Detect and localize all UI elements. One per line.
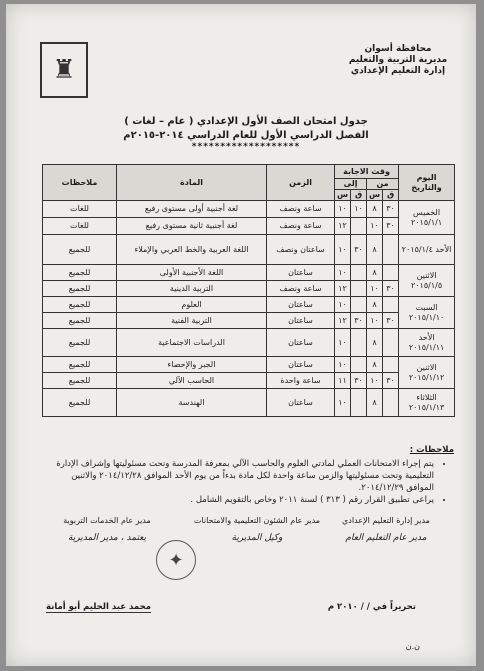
title-divider: ******************* <box>191 142 301 152</box>
cell-note: للجميع <box>43 357 117 373</box>
cell-from-hours: ١٠ <box>367 218 383 235</box>
footer-name: محمد عبد الحليم أبو أمانة <box>46 602 152 612</box>
cell-to-minutes: ١٠ <box>351 201 367 218</box>
cell-to-minutes <box>351 218 367 235</box>
document-subtitle: الفصل الدراسي الأول للعام الدراسي ٢٠١٤-٢٠١٥م <box>123 130 369 141</box>
cell-note: للجميع <box>43 389 117 417</box>
cell-duration: ساعتان <box>267 265 335 281</box>
cell-to-hours: ١٢ <box>335 313 351 329</box>
cell-note: للغات <box>43 218 117 235</box>
header-notes: ملاحظات <box>43 165 117 201</box>
cell-to-hours: ١٢ <box>335 218 351 235</box>
cell-note: للجميع <box>43 313 117 329</box>
cell-to-minutes <box>351 357 367 373</box>
cell-day: الخميس ٢٠١٥/١/١ <box>399 201 455 235</box>
signature-middle <box>192 516 322 543</box>
page-mark: ن.ن <box>405 642 420 651</box>
header-subject: المادة <box>117 165 267 201</box>
signature-title: مدير عام الخدمات التربوية <box>63 516 151 525</box>
cell-duration: ساعتان <box>267 357 335 373</box>
header-to-minutes: ق <box>351 190 367 201</box>
cell-day: الأحد ٢٠١٥/١/١١ <box>399 329 455 357</box>
cell-from-hours: ٨ <box>367 235 383 265</box>
cell-to-hours: ١٠ <box>335 265 351 281</box>
header-from-minutes: ق <box>383 190 399 201</box>
cell-from-minutes <box>383 235 399 265</box>
cell-to-minutes <box>351 329 367 357</box>
cell-note: للجميع <box>43 281 117 297</box>
cell-day: الثلاثاء ٢٠١٥/١/١٣ <box>399 389 455 417</box>
signature-left <box>42 516 172 543</box>
cell-duration: ساعتان ونصف <box>267 235 335 265</box>
cell-from-hours: ١٠ <box>367 281 383 297</box>
signature-name: يعتمد ، مدير المديرية <box>68 533 146 543</box>
cell-duration: ساعة واحدة <box>267 373 335 389</box>
cell-day: الاثنين ٢٠١٥/١/٥ <box>399 265 455 297</box>
signature-name: مدير عام التعليم العام <box>345 533 427 543</box>
cell-from-minutes <box>383 265 399 281</box>
cell-subject: الهندسة <box>117 389 267 417</box>
table-row <box>43 329 455 357</box>
cell-from-minutes <box>383 389 399 417</box>
cell-subject: التربية الدينية <box>117 281 267 297</box>
table-row <box>43 297 455 313</box>
ministry-logo-icon: ♜ <box>40 42 88 98</box>
cell-to-minutes <box>351 297 367 313</box>
notes-section <box>42 444 454 506</box>
cell-to-hours: ١٠ <box>335 329 351 357</box>
cell-from-minutes: ٣٠ <box>383 281 399 297</box>
table-row <box>43 373 455 389</box>
cell-from-minutes: ٣٠ <box>383 313 399 329</box>
document-page <box>6 4 476 666</box>
cell-note: للجميع <box>43 373 117 389</box>
cell-from-hours: ٨ <box>367 329 383 357</box>
cell-from-minutes: ٣٠ <box>383 373 399 389</box>
header-to-hours: س <box>335 190 351 201</box>
cell-from-hours: ٨ <box>367 297 383 313</box>
signature-right <box>326 516 446 543</box>
cell-duration: ساعة ونصف <box>267 201 335 218</box>
cell-to-hours: ١٠ <box>335 235 351 265</box>
cell-from-hours: ١٠ <box>367 373 383 389</box>
header-from: من <box>367 179 399 190</box>
cell-to-hours: ١٠ <box>335 389 351 417</box>
notes-title: ملاحظات : <box>409 445 454 455</box>
cell-duration: ساعتان <box>267 389 335 417</box>
cell-subject: الدراسات الاجتماعية <box>117 329 267 357</box>
header-duration: الزمن <box>267 165 335 201</box>
cell-day: الأحد ٢٠١٥/١/٤ <box>399 235 455 265</box>
cell-from-hours: ٨ <box>367 357 383 373</box>
cell-note: للجميع <box>43 297 117 313</box>
header-line: محافظة أسوان <box>364 44 432 54</box>
signature-title: مدير إدارة التعليم الإعدادي <box>342 516 430 525</box>
cell-duration: ساعة ونصف <box>267 281 335 297</box>
signature-name: وكيل المديرية <box>231 533 283 543</box>
cell-subject: التربية الفنية <box>117 313 267 329</box>
footer-date: تحريراً في / / ٢٠١٠ م <box>327 602 416 612</box>
cell-note: للغات <box>43 201 117 218</box>
cell-note: للجميع <box>43 265 117 281</box>
signature-title: مدير عام الشئون التعليمية والامتحانات <box>193 516 321 525</box>
eagle-stamp-icon: ✦ <box>156 540 196 580</box>
document-title: جدول امتحان الصف الأول الإعدادي ( عام – لغات ) <box>124 116 368 127</box>
cell-to-minutes: ٣٠ <box>351 373 367 389</box>
cell-note: للجميع <box>43 329 117 357</box>
cell-subject: العلوم <box>117 297 267 313</box>
cell-to-hours: ١٠ <box>335 357 351 373</box>
cell-subject: لغة أجنبية أولى مستوى رفيع <box>117 201 267 218</box>
ministry-header <box>338 44 458 77</box>
cell-from-minutes <box>383 297 399 313</box>
cell-day: السبت ٢٠١٥/١/١٠ <box>399 297 455 329</box>
cell-to-minutes: ٣٠ <box>351 313 367 329</box>
cell-duration: ساعة ونصف <box>267 218 335 235</box>
cell-duration: ساعتان <box>267 297 335 313</box>
cell-to-hours: ١٠ <box>335 297 351 313</box>
header-line: إدارة التعليم الإعدادي <box>350 66 446 76</box>
table-row <box>43 265 455 281</box>
table-row <box>43 201 455 218</box>
cell-from-hours: ٨ <box>367 265 383 281</box>
cell-duration: ساعتان <box>267 329 335 357</box>
cell-from-minutes: ٣٠ <box>383 218 399 235</box>
header-to: إلى <box>335 179 367 190</box>
table-row <box>43 357 455 373</box>
cell-to-minutes <box>351 281 367 297</box>
cell-from-minutes <box>383 329 399 357</box>
cell-subject: اللغة العربية والخط العربي والإملاء <box>117 235 267 265</box>
cell-to-hours: ١٢ <box>335 281 351 297</box>
cell-to-minutes <box>351 265 367 281</box>
cell-from-hours: ٨ <box>367 389 383 417</box>
cell-from-hours: ١٠ <box>367 313 383 329</box>
cell-day: الاثنين ٢٠١٥/١/١٢ <box>399 357 455 389</box>
note-item: • يتم إجراء الامتحانات العملي لمادتي العلوم والحاسب الآلي بمعرفة المدرسة وتحت مسئوليتها وإشراف الإدارة التعليمية وتحت مسئوليتها والزمن ساعة واحدة لكل مادة بدءاً من يوم الأحد الموافق ٢٠١٤/١٢/٢٨ والاثنين الموافق ٢٠١٤/١٢/٢٩. <box>42 458 434 494</box>
table-row <box>43 389 455 417</box>
cell-to-hours: ١٠ <box>335 201 351 218</box>
header-time: وقت الاجابة <box>335 165 399 179</box>
cell-from-minutes: ٣٠ <box>383 201 399 218</box>
table-row <box>43 281 455 297</box>
exam-schedule-table <box>42 164 455 417</box>
cell-subject: لغة أجنبية ثانية مستوى رفيع <box>117 218 267 235</box>
cell-to-minutes <box>351 389 367 417</box>
table-row <box>43 313 455 329</box>
cell-duration: ساعتان <box>267 313 335 329</box>
header-from-hours: س <box>367 190 383 201</box>
table-row <box>43 218 455 235</box>
cell-from-minutes <box>383 357 399 373</box>
note-item: • يراعى تطبيق القرار رقم ( ٣١٣ ) لسنة ٢٠١١ وخاص بالتقويم الشامل . <box>42 494 434 506</box>
cell-to-hours: ١١ <box>335 373 351 389</box>
cell-subject: اللغة الأجنبية الأولى <box>117 265 267 281</box>
cell-subject: الجبر والإحصاء <box>117 357 267 373</box>
cell-subject: الحاسب الآلي <box>117 373 267 389</box>
table-row <box>43 235 455 265</box>
header-day: اليوم والتاريخ <box>399 165 455 201</box>
cell-to-minutes: ٣٠ <box>351 235 367 265</box>
header-line: مديرية التربية والتعليم <box>348 55 448 65</box>
cell-note: للجميع <box>43 235 117 265</box>
cell-from-hours: ٨ <box>367 201 383 218</box>
